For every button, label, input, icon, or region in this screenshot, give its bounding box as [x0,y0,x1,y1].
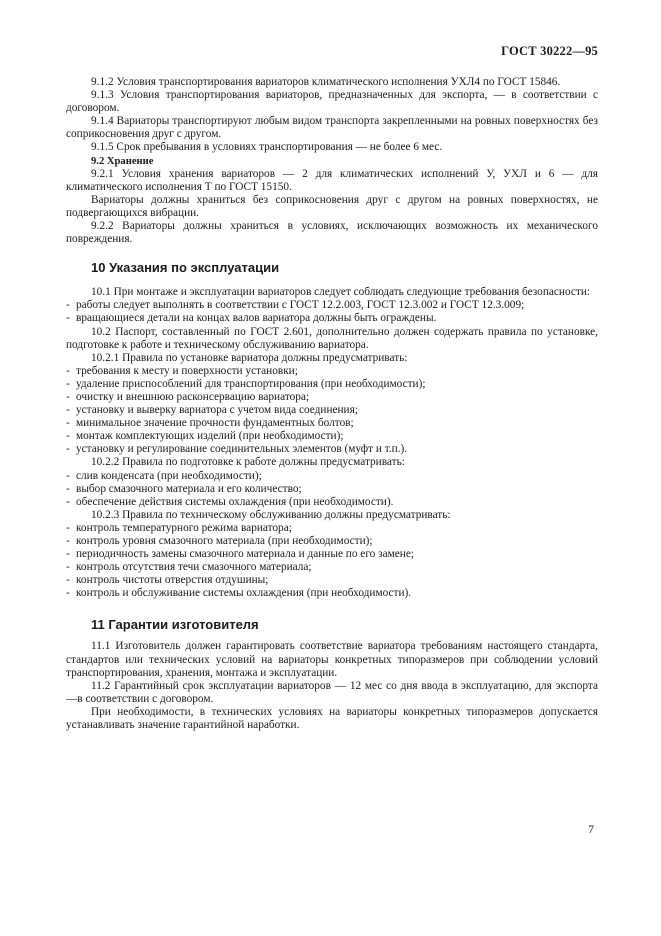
paragraph-10-2-3: 10.2.3 Правила по техническому обслуживанию должны предусматривать: [91,508,451,521]
section-heading-warranty: 11 Гарантии изготовителя [91,617,259,633]
list-item: - обеспечение действия системы охлаждения (при необходимости). [66,495,394,508]
list-item: - требования к месту и поверхности установки; [66,364,298,377]
list-item: - минимальное значение прочности фундаментных болтов; [66,417,354,430]
list-item: - контроль отсутствия течи смазочного материала; [66,561,312,574]
list-item: - периодичность замены смазочного материала и данные по его замене; [66,548,414,561]
list-item: - работы следует выполнять в соответствии с ГОСТ 12.2.003, ГОСТ 12.3.002 и ГОСТ 12.3.009; [66,299,525,312]
paragraph-9-2-1: 9.2.1 Условия хранения вариаторов — 2 для климатических исполнений У, УХЛ и 6 — для климатического исполнения Т по ГОСТ 15150. [66,167,598,193]
paragraph-10-2-2: 10.2.2 Правила по подготовке к работе должны предусматривать: [91,456,405,469]
list-item: - контроль уровня смазочного материала (при необходимости); [66,535,373,547]
paragraph-9-1-2: 9.1.2 Условия транспортирования вариаторов климатического исполнения УХЛ4 по ГОСТ 15846. [91,76,561,88]
list-item: - слив конденсата (при необходимости); [66,469,262,482]
paragraph-9-1-3: 9.1.3 Условия транспортирования вариаторов, предназначенных для экспорта, — в соответствии с договором. [66,89,598,115]
paragraph-10-2: 10.2 Паспорт, составленный по ГОСТ 2.601, дополнительно должен содержать правила по установке, подготовке к работе и техническому обслуживанию вариатора. [66,325,598,351]
list-item: - вращающиеся детали на концах валов вариатора должны быть ограждены. [66,312,437,325]
list-item: - удаление приспособлений для транспортирования (при необходимости); [66,377,426,390]
section-heading-operation: 10 Указания по эксплуатации [91,260,280,276]
paragraph-9-1-4: 9.1.4 Вариаторы транспортируют любым видом транспорта закрепленными на ровных поверхностях без соприкосновения друг с другом. [66,115,598,141]
list-item: - контроль и обслуживание системы охлаждения (при необходимости). [66,587,412,600]
list-item: - установку и выверку вариатора с учетом вида соединения; [66,404,358,417]
page-number: 7 [588,824,594,836]
list-item: - очистку и внешнюю расконсервацию вариатора; [66,390,310,403]
list-item: - установку и регулирование соединительных элементов (муфт и т.п.). [66,443,408,456]
list-item: - контроль температурного режима вариатора; [66,521,292,534]
list-item: - монтаж комплектующих изделий (при необходимости); [66,430,344,443]
paragraph-11-1: 11.1 Изготовитель должен гарантировать соответствие вариатора требованиям настоящего стандарта, стандартов или технических условий на вариаторы конкретных типоразмеров при соблюдении условий транспортирования, хранения, монтажа и эксплуатации. [66,640,598,679]
list-item: - контроль чистоты отверстия отдушины; [66,574,269,587]
document-body [66,76,598,732]
document-code-header: ГОСТ 30222—95 [501,44,598,58]
paragraph-9-1-5: 9.1.5 Срок пребывания в условиях транспортирования — не более 6 мес. [91,141,443,154]
list-item: - выбор смазочного материала и его количество; [66,482,302,495]
paragraph-storage-surfaces: Вариаторы должны храниться без соприкосновения друг с другом на ровных поверхностях, не подвергающихся вибрации. [66,193,598,219]
paragraph-10-1: 10.1 При монтаже и эксплуатации вариаторов следует соблюдать следующие требования безопасности: [91,286,591,299]
paragraph-10-2-1: 10.2.1 Правила по установке вариатора должны предусматривать: [91,351,408,364]
paragraph-9-2-2: 9.2.2 Вариаторы должны храниться в условиях, исключающих возможность их механического повреждения. [66,220,598,246]
paragraph-warranty-runtime: При необходимости, в технических условиях на вариаторы конкретных типоразмеров допускается устанавливать значение гарантийной наработки. [66,705,598,732]
subsection-heading-storage: 9.2 Хранение [91,155,154,167]
paragraph-11-2: 11.2 Гарантийный срок эксплуатации вариаторов — 12 мес со дня ввода в эксплуатацию, для экспорта —в соответствии с договором. [66,679,598,705]
